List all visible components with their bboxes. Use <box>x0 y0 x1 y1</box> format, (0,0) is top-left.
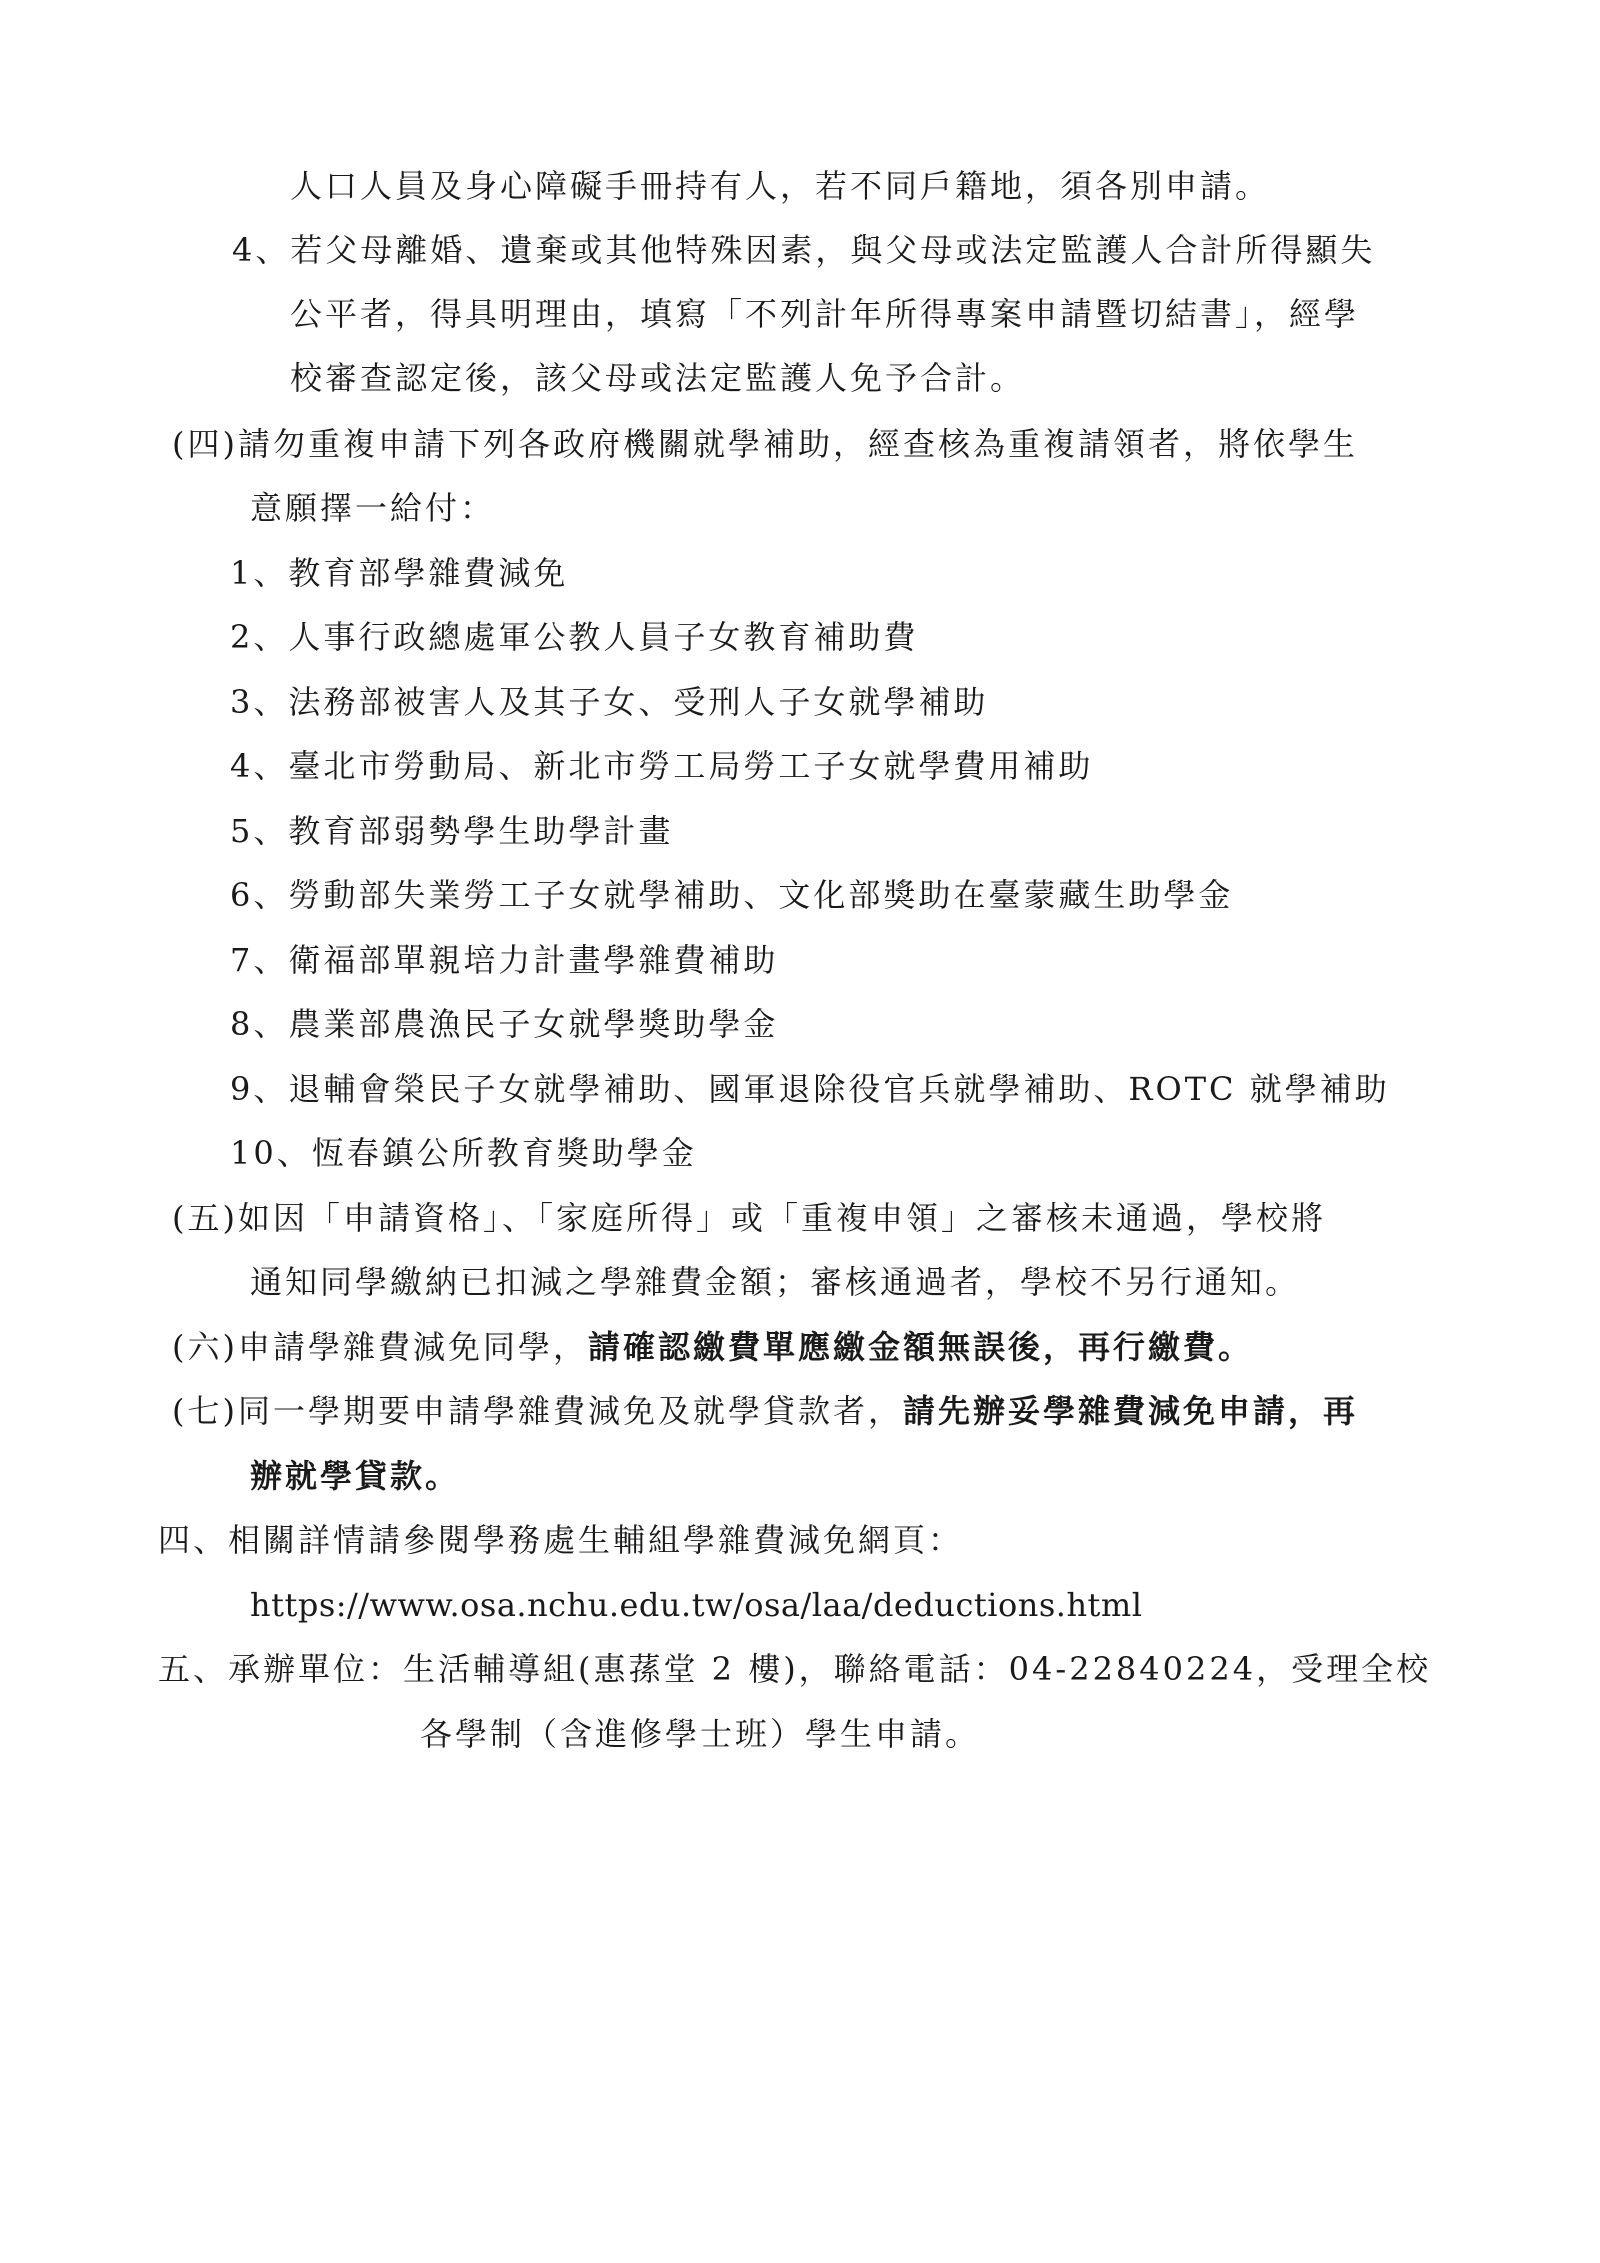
list-item: 2、人事行政總處軍公教人員子女教育補助費 <box>230 618 919 656</box>
section-five-heading: (五)如因「申請資格」、「家庭所得」或「重複申領」之審核未通過，學校將 <box>172 1199 1326 1237</box>
list-item: 6、勞動部失業勞工子女就學補助、文化部獎助在臺蒙藏生助學金 <box>230 876 1234 914</box>
section-six-text: (六)申請學雜費減免同學， <box>172 1328 588 1366</box>
paragraph-line: 各學制（含進修學士班）學生申請。 <box>420 1715 981 1753</box>
list-item: 7、衛福部單親培力計畫學雜費補助 <box>230 941 779 979</box>
list-item: 8、農業部農漁民子女就學獎助學金 <box>230 1005 779 1043</box>
list-item-4-eligibility: 4、若父母離婚、遺棄或其他特殊因素，與父母或法定監護人合計所得顯失 <box>232 231 1376 269</box>
list-item: 9、退輔會榮民子女就學補助、國軍退除役官兵就學補助、ROTC 就學補助 <box>230 1070 1390 1108</box>
paragraph-line: 公平者，得具明理由，填寫「不列計年所得專案申請暨切結書」，經學 <box>290 295 1360 333</box>
deductions-webpage-link[interactable]: https://www.osa.nchu.edu.tw/osa/laa/deductions.html <box>250 1586 1143 1624</box>
section-seven-emphasis-continued: 辦就學貸款。 <box>250 1457 461 1495</box>
section-seven-emphasis: 請先辦妥學雜費減免申請，再 <box>902 1392 1358 1430</box>
section-six-emphasis: 請確認繳費單應繳金額無誤後，再行繳費。 <box>587 1328 1253 1366</box>
list-item: 1、教育部學雜費減免 <box>230 554 569 592</box>
list-item: 10、恆春鎮公所教育獎助學金 <box>230 1134 697 1172</box>
paragraph-line: 意願擇一給付： <box>250 489 496 527</box>
list-item: 3、法務部被害人及其子女、受刑人子女就學補助 <box>230 683 989 721</box>
paragraph-line: 通知同學繳納已扣減之學雜費金額；審核通過者，學校不另行通知。 <box>250 1263 1301 1301</box>
list-item: 5、教育部弱勢學生助學計畫 <box>230 812 674 850</box>
section-seven-line <box>172 1391 1358 1431</box>
item-five-heading: 五、承辦單位：生活輔導組(惠蓀堂 2 樓)，聯絡電話：04-22840224，受理全校 <box>158 1650 1432 1688</box>
item-four-heading: 四、相關詳情請參閱學務處生輔組學雜費減免網頁： <box>158 1521 964 1559</box>
paragraph-line: 人口人員及身心障礙手冊持有人，若不同戶籍地，須各別申請。 <box>290 167 1271 205</box>
paragraph-line: 校審查認定後，該父母或法定監護人免予合計。 <box>290 359 1026 397</box>
list-item: 4、臺北市勞動局、新北市勞工局勞工子女就學費用補助 <box>230 747 1094 785</box>
section-seven-text: (七)同一學期要申請學雜費減免及就學貸款者， <box>172 1392 903 1430</box>
section-six-line <box>172 1327 1253 1367</box>
section-four-heading: (四)請勿重複申請下列各政府機關就學補助，經查核為重複請領者，將依學生 <box>172 425 1358 463</box>
